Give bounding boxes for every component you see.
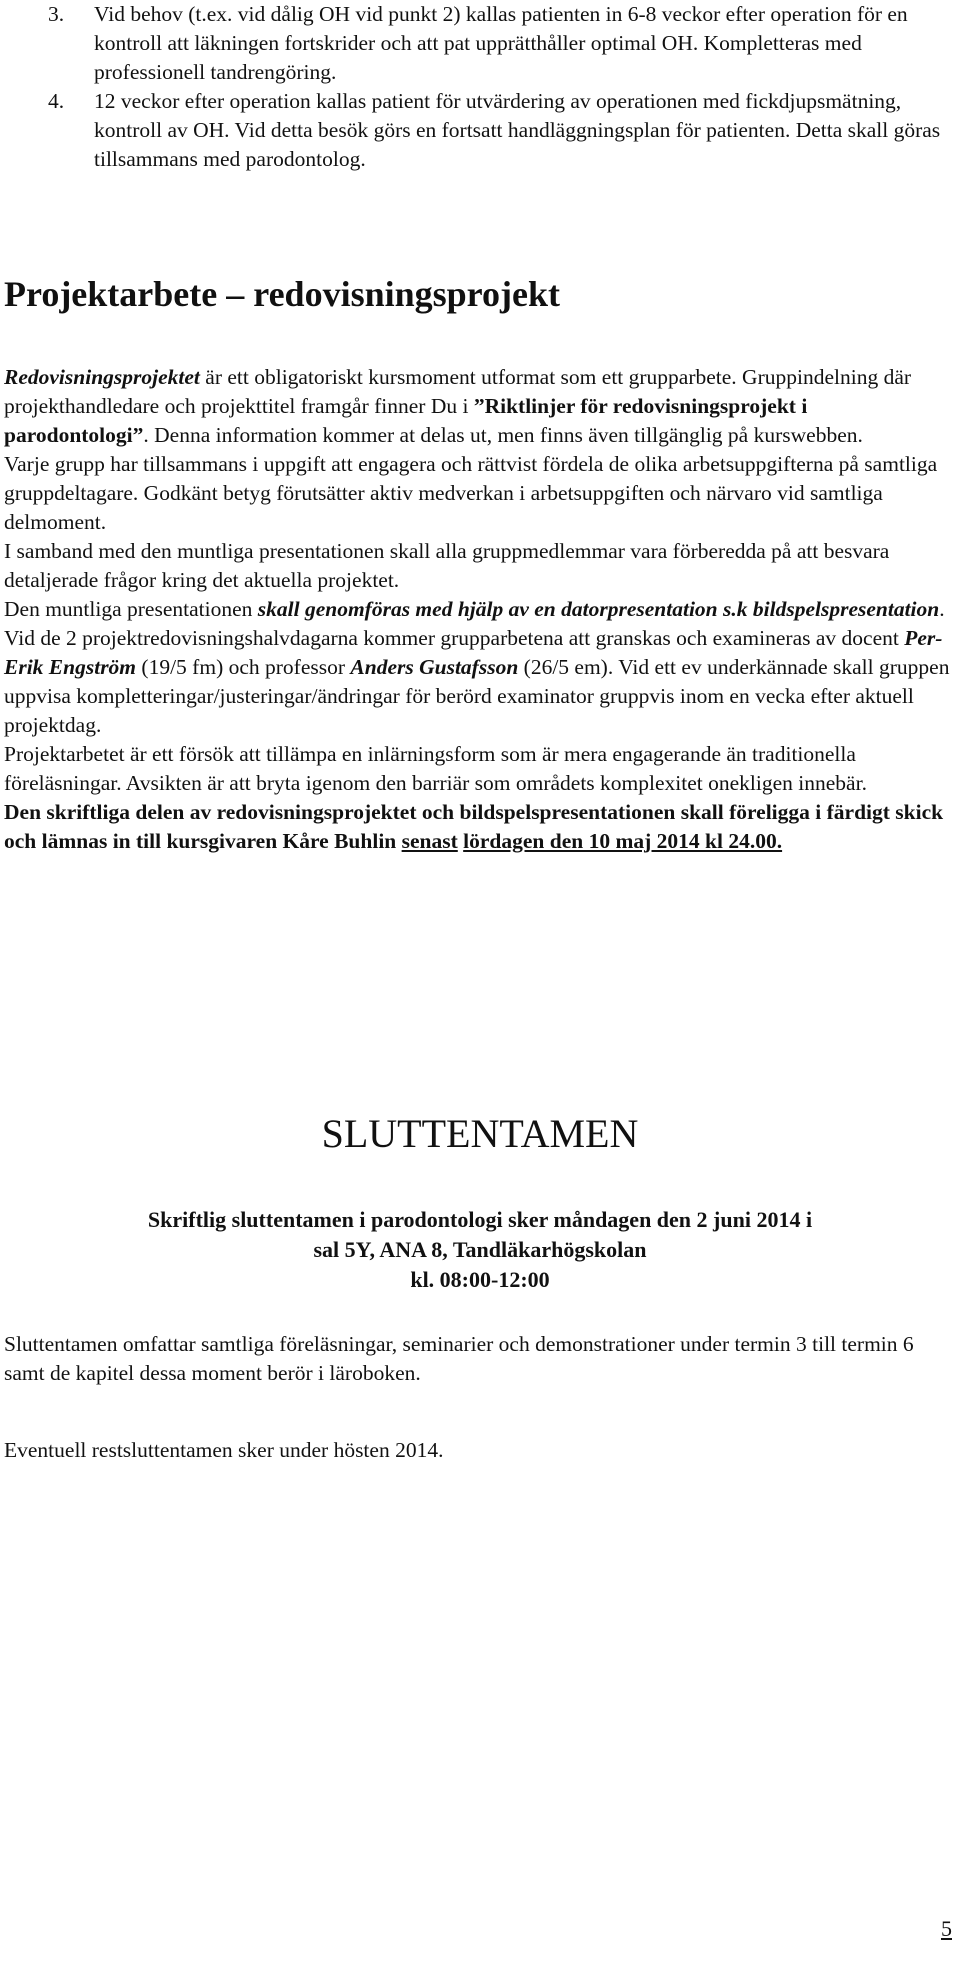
list-text: Vid behov (t.ex. vid dålig OH vid punkt 2) kallas patienten in 6-8 veckor efter operation för en kontroll att läkningen fortskrider och att pat upprätthåller optimal OH. Kompletteras med professionell tandrengöring. bbox=[94, 2, 908, 84]
text-run: Den skriftliga delen av redovisningsprojektet och bildspelspresentationen skall föreligga i färdigt skick och lämnas in till kursgivaren Kåre Buhlin bbox=[4, 800, 944, 853]
text-run: är ett obligatoriskt kursmoment utformat som ett grupparbete. Gruppindelning där projekthandledare och projekttitel framgår finner Du i bbox=[4, 365, 912, 418]
underlined-text: senast bbox=[401, 829, 458, 853]
list-text: 12 veckor efter operation kallas patient för utvärdering av operationen med fickdjupsmätning, kontroll av OH. Vid detta besök görs en fortsatt handläggningsplan för patienten. Detta skall göras tillsammans med parodontolog. bbox=[94, 89, 941, 171]
list-item bbox=[0, 87, 950, 174]
list-number: 4. bbox=[48, 89, 65, 113]
text-run: . Denna information kommer at delas ut, men finns även tillgänglig på kurswebben. bbox=[143, 423, 863, 447]
paragraph: Projektarbetet är ett försök att tillämpa en inlärningsform som är mera engagerande än traditionella föreläsningar. Avsikten är att bryta igenom den barriär som områdets komplexitet onekligen innebär. bbox=[4, 742, 867, 795]
list-number: 3. bbox=[48, 2, 65, 26]
underlined-text: lördagen den 10 maj 2014 kl 24.00. bbox=[463, 829, 783, 853]
projekt-body bbox=[4, 363, 954, 856]
text-run: . Vid de 2 projektredovisningshalvdagarna kommer grupparbetena att granskas och examineras av docent bbox=[4, 597, 945, 650]
strong-title: ”Riktlinjer för redovisningsprojekt i parodontologi” bbox=[4, 394, 808, 447]
exam-info bbox=[0, 1205, 960, 1295]
list-item bbox=[0, 0, 950, 87]
exam-line: Skriftlig sluttentamen i parodontologi sker måndagen den 2 juni 2014 i bbox=[147, 1207, 813, 1232]
page-number: 5 bbox=[941, 1916, 952, 1941]
section-heading-sluttentamen: SLUTTENTAMEN bbox=[321, 1111, 639, 1156]
paragraph bbox=[4, 363, 954, 450]
examiner-name: Per-Erik Engström bbox=[4, 626, 943, 679]
emphasis: skall genomföras med hjälp av en datorpresentation s.k bildspelspresentation bbox=[257, 597, 940, 621]
text-run: (26/5 em). Vid ett ev underkännade skall gruppen uppvisa kompletteringar/justeringar/ändringar för berörd examinator gruppvis inom en vecka efter aktuell projektdag. bbox=[4, 655, 950, 737]
exam-line: sal 5Y, ANA 8, Tandläkarhögskolan bbox=[313, 1237, 647, 1262]
exam-line: kl. 08:00-12:00 bbox=[410, 1267, 550, 1292]
paragraph: Eventuell restsluttentamen sker under hösten 2014. bbox=[4, 1438, 444, 1462]
paragraph: Sluttentamen omfattar samtliga föreläsningar, seminarier och demonstrationer under termin 3 till termin 6 samt de kapitel dessa moment berör i läroboken. bbox=[4, 1332, 914, 1385]
deadline-paragraph bbox=[4, 798, 954, 856]
text-run: (19/5 fm) och professor bbox=[136, 655, 351, 679]
paragraph: I samband med den muntliga presentationen skall alla gruppmedlemmar vara förberedda på att besvara detaljerade frågor kring det aktuella projektet. bbox=[4, 539, 890, 592]
text-run: Den muntliga presentationen bbox=[4, 597, 258, 621]
paragraph bbox=[4, 595, 954, 740]
section-heading-projekt: Projektarbete – redovisningsprojekt bbox=[4, 274, 560, 314]
paragraph: Varje grupp har tillsammans i uppgift att engagera och rättvist fördela de olika arbetsuppgifterna på samtliga gruppdeltagare. Godkänt betyg förutsätter aktiv medverkan i arbetsuppgiften och närvaro vid samtliga delmoment. bbox=[4, 452, 938, 534]
examiner-name: Anders Gustafsson bbox=[350, 655, 519, 679]
numbered-list bbox=[0, 0, 950, 174]
emphasis: Redovisningsprojektet bbox=[4, 365, 200, 389]
